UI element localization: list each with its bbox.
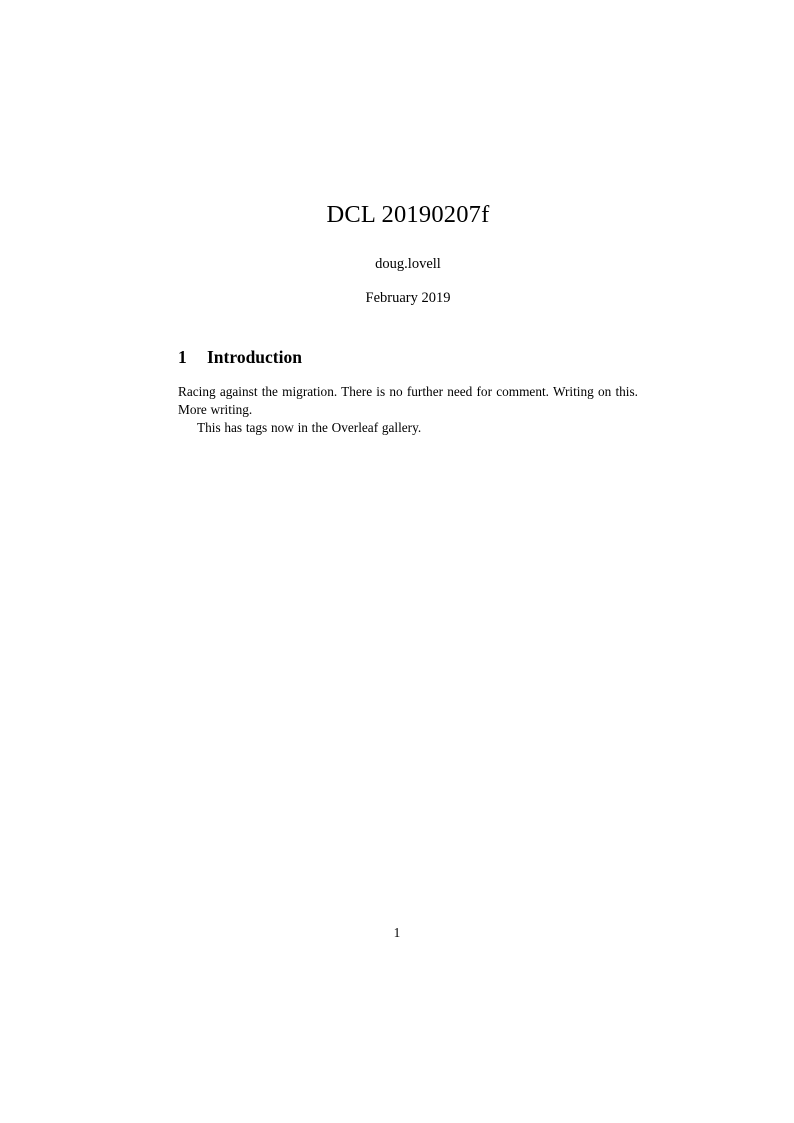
section-title: Introduction (207, 347, 302, 368)
page-number: 1 (393, 925, 401, 940)
document-date: February 2019 (365, 289, 451, 306)
page-title: DCL 20190207f (326, 201, 490, 228)
paragraph: Racing against the migration. There is no further need for comment. Writing on this. More writing. (178, 384, 638, 417)
paragraph: This has tags now in the Overleaf gallery. (197, 419, 422, 435)
section-number: 1 (178, 347, 187, 368)
document-body (178, 200, 638, 436)
section-heading-introduction (178, 307, 638, 368)
document-author: doug.lovell (375, 256, 441, 273)
